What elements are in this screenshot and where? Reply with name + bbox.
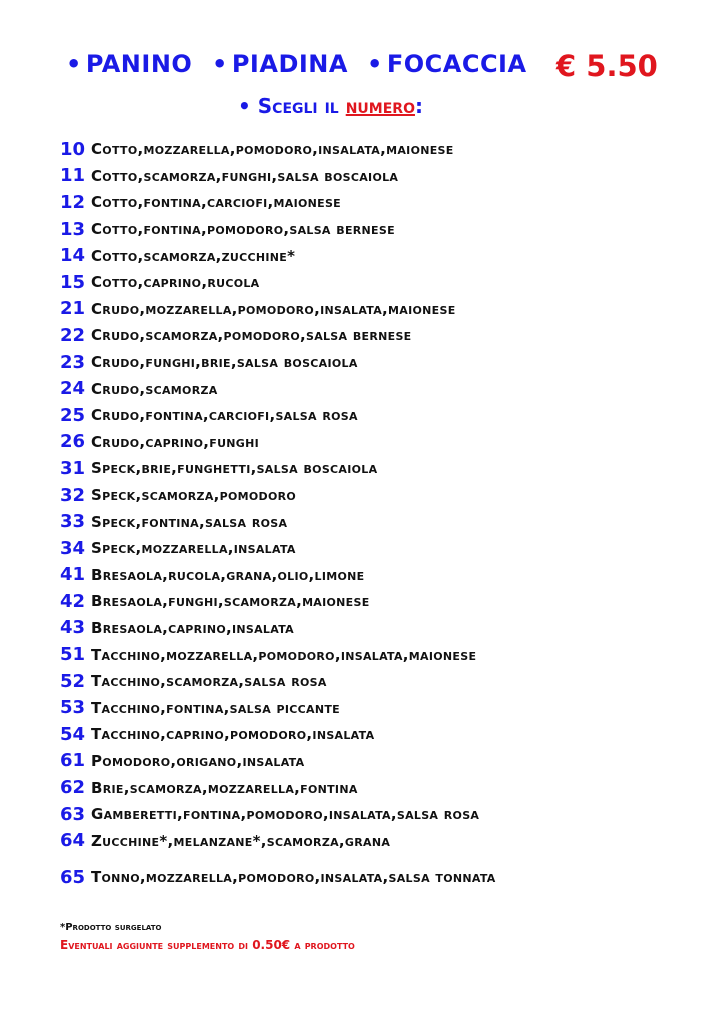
menu-item	[60, 694, 496, 721]
menu-item-number: 65	[60, 866, 86, 888]
bullet-icon: •	[212, 50, 228, 78]
menu-item-ingredients: Zucchine*,melanzane*,scamorza,grana	[91, 831, 391, 850]
menu-item	[60, 535, 496, 562]
menu-item	[60, 641, 496, 668]
menu-item	[60, 588, 496, 615]
menu-item-ingredients: Bresaola,caprino,insalata	[91, 618, 294, 637]
menu-item	[60, 402, 496, 429]
menu-item-ingredients: Crudo,scamorza	[91, 379, 218, 398]
menu-item-ingredients: Cotto,scamorza,funghi,salsa boscaiola	[91, 166, 399, 185]
bullet-icon: •	[238, 94, 251, 118]
menu-item-ingredients: Tonno,mozzarella,pomodoro,insalata,salsa tonnata	[91, 868, 496, 887]
menu-item-ingredients: Crudo,funghi,brie,salsa boscaiola	[91, 353, 358, 372]
header-label: PIADINA	[231, 50, 348, 78]
menu-item-number: 64	[60, 830, 86, 852]
supplement-note: Eventuali aggiunte supplemento di 0.50€ a prodotto	[60, 938, 355, 952]
menu-item-number: 43	[60, 617, 86, 639]
menu-item-ingredients: Crudo,fontina,carciofi,salsa rosa	[91, 406, 358, 425]
menu-item-number: 53	[60, 697, 86, 719]
subtitle-prefix: Scegli il	[257, 94, 339, 118]
menu-item	[60, 242, 496, 269]
menu-item	[60, 508, 496, 535]
menu-item-number: 15	[60, 271, 86, 293]
menu-item	[60, 375, 496, 402]
menu-item-ingredients: Tacchino,scamorza,salsa rosa	[91, 672, 327, 691]
bullet-icon: •	[66, 50, 82, 78]
menu-item	[60, 801, 496, 828]
menu-item-ingredients: Tacchino,mozzarella,pomodoro,insalata,maionese	[91, 645, 477, 664]
menu-item-number: 24	[60, 378, 86, 400]
menu-item-number: 54	[60, 723, 86, 745]
menu-item-ingredients: Speck,mozzarella,insalata	[91, 539, 296, 558]
menu-item-ingredients: Speck,fontina,salsa rosa	[91, 512, 288, 531]
menu-item	[60, 163, 496, 190]
menu-item-ingredients: Gamberetti,fontina,pomodoro,insalata,salsa rosa	[91, 805, 480, 824]
bullet-icon: •	[367, 50, 383, 78]
price: € 5.50	[556, 49, 658, 83]
menu-item	[60, 349, 496, 376]
menu-item-ingredients: Cotto,fontina,pomodoro,salsa bernese	[91, 220, 395, 239]
menu-item-ingredients: Cotto,scamorza,zucchine*	[91, 246, 296, 265]
menu-item-number: 22	[60, 324, 86, 346]
menu-item	[60, 562, 496, 589]
menu-item-number: 13	[60, 218, 86, 240]
menu-item-ingredients: Speck,scamorza,pomodoro	[91, 486, 297, 505]
menu-item-ingredients: Crudo,caprino,funghi	[91, 432, 260, 451]
header-label: PANINO	[85, 50, 193, 78]
subtitle-highlight: numero	[345, 94, 415, 118]
menu-item	[60, 189, 496, 216]
menu-item	[60, 322, 496, 349]
menu-item	[60, 615, 496, 642]
menu-item	[60, 269, 496, 296]
menu-item-number: 63	[60, 803, 86, 825]
menu-item-number: 31	[60, 457, 86, 479]
menu-item	[60, 827, 496, 854]
header-item-piadina	[212, 50, 348, 78]
header-item-panino	[66, 50, 192, 78]
menu-item-ingredients: Cotto,caprino,rucola	[91, 273, 260, 292]
menu-item-ingredients: Crudo,scamorza,pomodoro,salsa bernese	[91, 326, 412, 345]
menu-item-number: 10	[60, 138, 86, 160]
menu-item-ingredients: Cotto,fontina,carciofi,maionese	[91, 193, 341, 212]
menu-item	[60, 216, 496, 243]
menu-item	[60, 455, 496, 482]
menu-item	[60, 429, 496, 456]
menu-item-number: 34	[60, 537, 86, 559]
menu-item-number: 33	[60, 511, 86, 533]
menu-item-ingredients: Tacchino,fontina,salsa piccante	[91, 698, 340, 717]
menu-item-number: 42	[60, 590, 86, 612]
menu-item	[60, 864, 496, 891]
menu-item	[60, 748, 496, 775]
menu-item	[60, 482, 496, 509]
menu-item-number: 62	[60, 777, 86, 799]
header-item-focaccia	[367, 50, 527, 78]
menu-item	[60, 721, 496, 748]
menu-item-number: 32	[60, 484, 86, 506]
menu-item-ingredients: Brie,scamorza,mozzarella,fontina	[91, 778, 358, 797]
menu-item	[60, 668, 496, 695]
menu-item-ingredients: Pomodoro,origano,insalata	[91, 751, 305, 770]
menu-item-number: 52	[60, 670, 86, 692]
header-label: FOCACCIA	[386, 50, 527, 78]
menu-item	[60, 774, 496, 801]
menu-list	[60, 136, 496, 891]
menu-item-number: 61	[60, 750, 86, 772]
menu-item-number: 51	[60, 644, 86, 666]
menu-item-ingredients: Bresaola,rucola,grana,olio,limone	[91, 565, 365, 584]
menu-item-number: 41	[60, 564, 86, 586]
subtitle	[238, 94, 423, 118]
menu-item-number: 14	[60, 245, 86, 267]
menu-item-ingredients: Tacchino,caprino,pomodoro,insalata	[91, 725, 375, 744]
menu-item-ingredients: Crudo,mozzarella,pomodoro,insalata,maionese	[91, 299, 456, 318]
menu-item-ingredients: Cotto,mozzarella,pomodoro,insalata,maionese	[91, 140, 454, 159]
subtitle-suffix: :	[414, 94, 423, 118]
menu-item-ingredients: Bresaola,funghi,scamorza,maionese	[91, 592, 370, 611]
footnote: *Prodotto surgelato	[60, 922, 162, 933]
menu-item-ingredients: Speck,brie,funghetti,salsa boscaiola	[91, 459, 378, 478]
menu-item	[60, 136, 496, 163]
menu-item-number: 11	[60, 165, 86, 187]
menu-item	[60, 296, 496, 323]
menu-item-number: 12	[60, 191, 86, 213]
menu-item-number: 25	[60, 404, 86, 426]
menu-item-number: 23	[60, 351, 86, 373]
menu-item-number: 26	[60, 431, 86, 453]
menu-item-number: 21	[60, 298, 86, 320]
